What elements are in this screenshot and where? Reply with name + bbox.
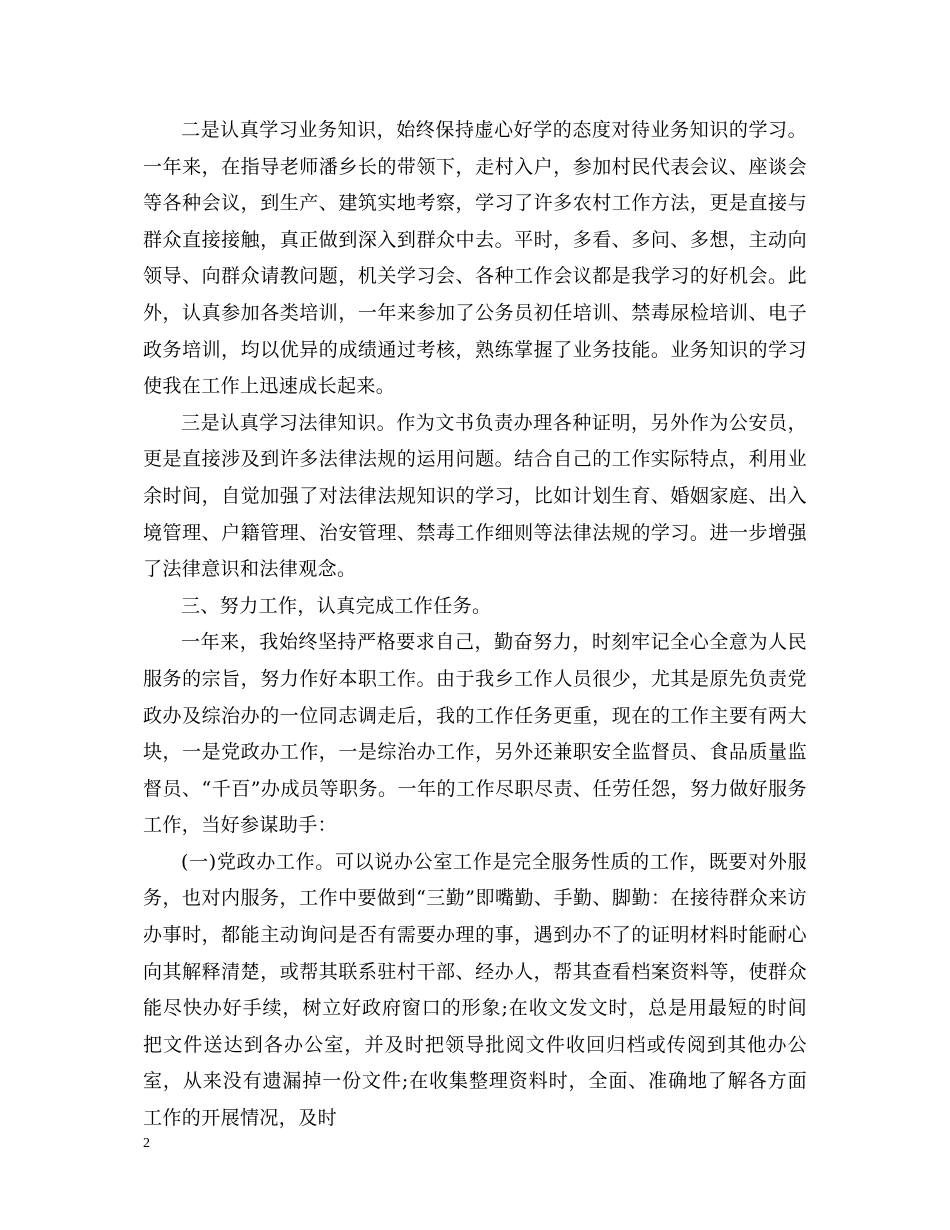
section-heading-work-tasks: 三、努力工作，认真完成工作任务。 [181,594,492,617]
paragraph-party-office-work: (一)党政办工作。可以说办公室工作是完全服务性质的工作，既要对外服务，也对内服务，工作中要做到“三勤”即嘴勤、手勤、脚勤：在接待群众来访办事时，都能主动询问是否有需要办理的事，遇到办不了的证明材料时能耐心向其解释清楚，或帮其联系驻村干部、经办人，帮其查看档案资料等，使群众能尽快办好手续，树立好政府窗口的形象;在收文发文时，总是用最短的时间把文件送达到各办公室，并及时把领导批阅文件收回归档或传阅到其他办公室，从来没有遗漏掉一份文件;在收集整理资料时，全面、准确地了解各方面工作的开展情况，及时 [143,850,807,1130]
page-number: 2 [143,1136,150,1151]
paragraph-work-overview: 一年来，我始终坚持严格要求自己，勤奋努力，时刻牢记全心全意为人民服务的宗旨，努力作好本职工作。由于我乡工作人员很少，尤其是原先负责党政办及综治办的一位同志调走后，我的工作任务更重，现在的工作主要有两大块，一是党政办工作，一是综治办工作，另外还兼职安全监督员、食品质量监督员、“千百”办成员等职务。一年的工作尽职尽责、任劳任怨，努力做好服务工作，当好参谋助手： [143,631,807,837]
paragraph-study-legal-knowledge: 三是认真学习法律知识。作为文书负责办理各种证明，另外作为公安员，更是直接涉及到许多法律法规的运用问题。结合自己的工作实际特点，利用业余时间，自觉加强了对法律法规知识的学习，比如计划生育、婚姻家庭、出入境管理、户籍管理、治安管理、禁毒工作细则等法律法规的学习。进一步增强了法律意识和法律观念。 [143,411,807,581]
document-body [143,112,807,1137]
paragraph-study-business-knowledge: 二是认真学习业务知识，始终保持虚心好学的态度对待业务知识的学习。一年来，在指导老师潘乡长的带领下，走村入户，参加村民代表会议、座谈会等各种会议，到生产、建筑实地考察，学习了许多农村工作方法，更是直接与群众直接接触，真正做到深入到群众中去。平时，多看、多问、多想，主动向领导、向群众请教问题，机关学习会、各种工作会议都是我学习的好机会。此外，认真参加各类培训，一年来参加了公务员初任培训、禁毒尿检培训、电子政务培训，均以优异的成绩通过考核，熟练掌握了业务技能。业务知识的学习使我在工作上迅速成长起来。 [143,119,807,398]
